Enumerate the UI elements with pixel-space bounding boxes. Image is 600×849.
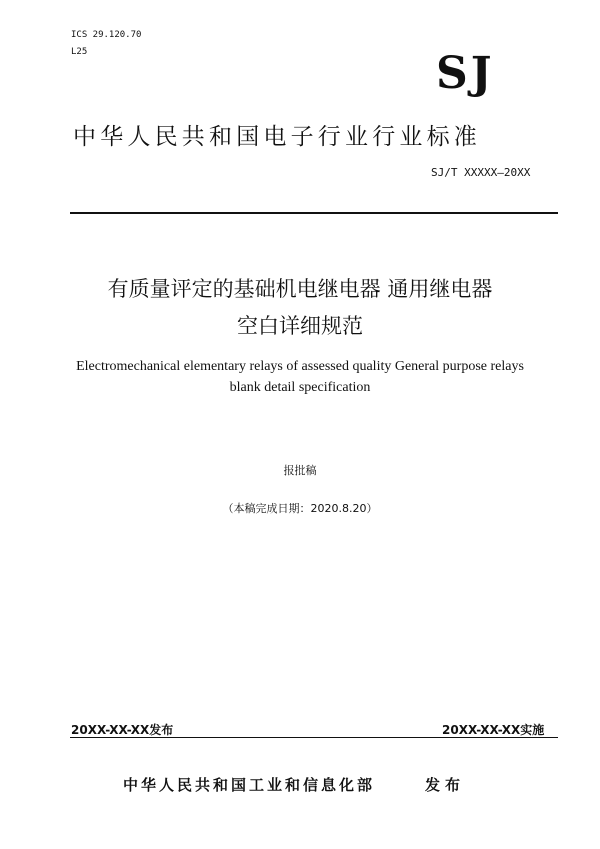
draft-completion-date: （本稿完成日期：2020.8.20） <box>222 502 378 515</box>
standard-type-title: 中华人民共和国电子行业行业标准 <box>73 124 481 150</box>
header-divider <box>70 212 558 214</box>
publish-verb: 发布 <box>425 776 466 794</box>
standard-number: SJ/T XXXXX—20XX <box>431 166 531 179</box>
ccs-code: L25 <box>71 47 88 57</box>
english-title-line-2: blank detail specification <box>229 380 371 395</box>
ics-code: ICS 29.120.70 <box>71 30 142 40</box>
english-title-line-1: Electromechanical elementary relays of assessed quality General purpose relays <box>76 359 524 374</box>
implement-date: 20XX-XX-XX实施 <box>442 723 545 737</box>
draft-status: 报批稿 <box>283 464 317 477</box>
footer-divider <box>70 737 558 738</box>
chinese-title-line-2: 空白详细规范 <box>237 314 363 338</box>
publisher: 中华人民共和国工业和信息化部 <box>123 776 376 794</box>
chinese-title-line-1: 有质量评定的基础机电继电器 通用继电器 <box>107 277 493 301</box>
sj-logo: SJ <box>436 48 495 99</box>
issue-date: 20XX-XX-XX发布 <box>71 723 174 737</box>
